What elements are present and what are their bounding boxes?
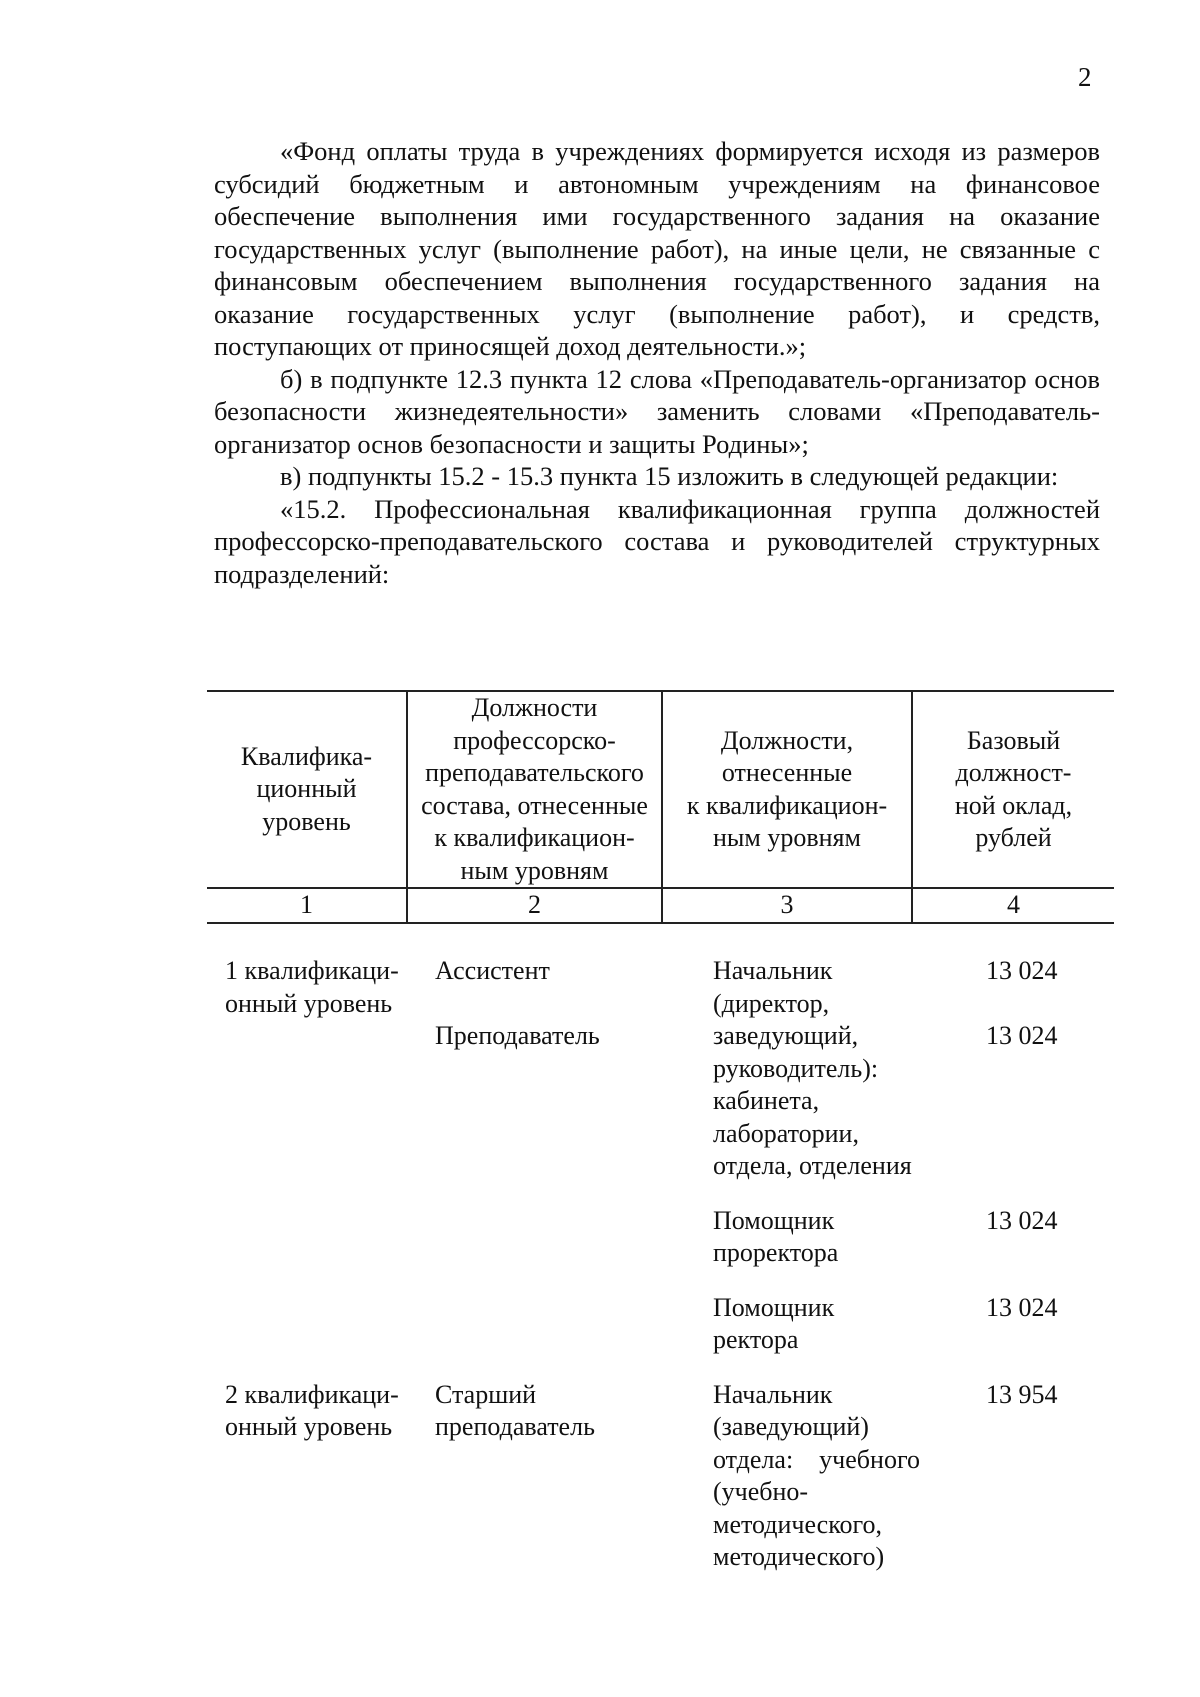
teaching-position-cell: Преподаватель: [435, 1021, 600, 1050]
position-cell: Начальник (директор,: [713, 956, 833, 1018]
table-row: [207, 1183, 1114, 1270]
column-number: 3: [662, 888, 912, 923]
level-cell: [207, 1270, 423, 1357]
column-number: 1: [207, 888, 407, 923]
table-row: [207, 1270, 1114, 1357]
level-cell: 2 квалификаци- онный уровень: [225, 1379, 399, 1441]
teaching-position-cell: [423, 1183, 701, 1270]
paragraph-item-b: б) в подпункте 12.3 пункта 12 слова «Преподаватель-организатор основ безопасности жизнедеятельности» заменить словами «Преподаватель-организатор основ безопасности и защиты Родины»;: [214, 363, 1100, 459]
header-teaching-positions: Должности профессорско- преподавательского состава, отнесенные к квалификацион- ным уровням: [407, 691, 662, 888]
header-base-salary: Базовый должност- ной оклад, рублей: [912, 691, 1114, 888]
teaching-position-cell: [423, 1270, 701, 1357]
salary-cell: 13 024: [986, 1021, 1058, 1050]
level-cell: [207, 1020, 423, 1183]
position-cell: Помощник проректора: [713, 1205, 839, 1267]
position-cell: Помощник ректора: [713, 1292, 835, 1354]
position-cell: заведующий, руководитель): кабинета, лаборатории, отдела, отделения: [713, 1021, 912, 1180]
paragraph-15-2: «15.2. Профессиональная квалификационная группа должностей профессорско-преподавательского состава и руководителей структурных подразделений:: [214, 493, 1100, 589]
document-body: [214, 135, 1100, 590]
salary-cell: 13 024: [986, 1205, 1058, 1235]
header-positions: Должности, отнесенные к квалификацион- ным уровням: [662, 691, 912, 888]
table-row: [207, 1020, 1114, 1183]
table-row: [207, 1357, 1114, 1574]
page-number: 2: [1078, 62, 1092, 92]
paragraph-wage-fund: «Фонд оплаты труда в учреждениях формируется исходя из размеров субсидий бюджетным и автономным учреждениям на финансовое обеспечение выполнения ими государственного задания на оказание государственных услуг (выполнение работ), на иные цели, не связанные с финансовым обеспечением выполнения государственного задания на оказание государственных услуг (выполнение работ), и средств, поступающих от приносящей доход деятельности.»;: [214, 136, 1100, 361]
level-cell: 1 квалификаци- онный уровень: [225, 956, 399, 1018]
table-row: [207, 955, 1114, 1020]
salary-cell: 13 024: [986, 1292, 1058, 1322]
position-cell: Начальник (заведующий) отдела: учебного (учебно- методического, методического): [713, 1379, 920, 1571]
level-cell: [207, 1183, 423, 1270]
qualification-table-body: [207, 955, 1114, 1574]
salary-cell: 13 954: [986, 1379, 1058, 1409]
salary-cell: 13 024: [986, 956, 1058, 985]
paragraph-item-v: в) подпункты 15.2 - 15.3 пункта 15 изложить в следующей редакции:: [280, 461, 1059, 491]
teaching-position-cell: Старший преподаватель: [435, 1379, 595, 1441]
qualification-table-header: [207, 690, 1114, 924]
teaching-position-cell: Ассистент: [435, 956, 550, 985]
column-number: 2: [407, 888, 662, 923]
column-number: 4: [912, 888, 1114, 923]
header-qualification-level: Квалифика- ционный уровень: [207, 691, 407, 888]
